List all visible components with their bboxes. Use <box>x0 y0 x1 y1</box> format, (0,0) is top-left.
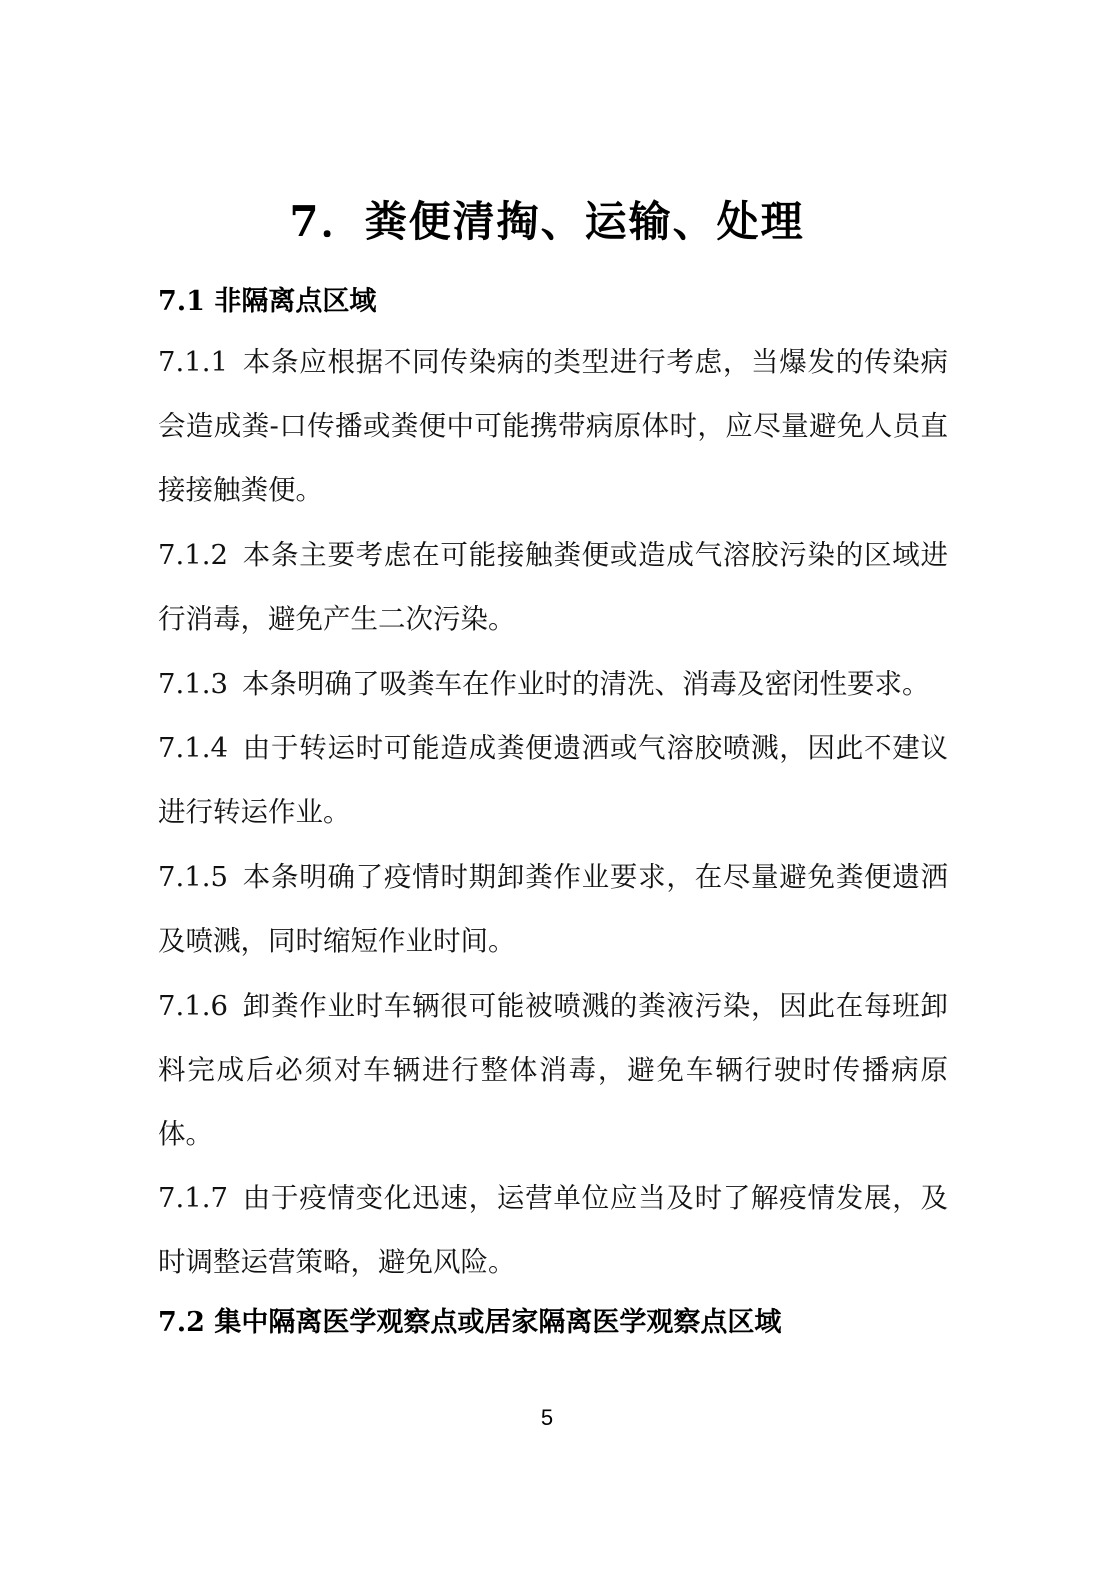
clause-text: 本条应根据不同传染病的类型进行考虑，当爆发的传染病会造成粪-口传播或粪便中可能携带病原体时，应尽量避免人员直接接触粪便。 <box>158 346 948 506</box>
clause-number: 7.1.4 <box>158 732 228 764</box>
clause-7-1-6 <box>158 974 948 1166</box>
page-number: 5 <box>540 1405 554 1430</box>
clause-number: 7.1.2 <box>158 539 228 571</box>
clause-text: 本条明确了吸粪车在作业时的清洗、消毒及密闭性要求。 <box>241 668 930 700</box>
clause-7-1-2 <box>158 523 948 651</box>
clause-text: 本条主要考虑在可能接触粪便或造成气溶胶污染的区域进行消毒，避免产生二次污染。 <box>158 539 948 635</box>
clause-number: 7.1.6 <box>158 990 228 1022</box>
clause-number: 7.1.3 <box>158 668 228 700</box>
clause-number: 7.1.5 <box>158 861 228 893</box>
clause-7-1-4 <box>158 716 948 844</box>
clause-text: 本条明确了疫情时期卸粪作业要求，在尽量避免粪便遗洒及喷溅，同时缩短作业时间。 <box>158 861 948 957</box>
clause-7-1-3 <box>158 652 948 716</box>
section-heading-7-1: 7.1 非隔离点区域 <box>158 286 377 317</box>
clause-number: 7.1.1 <box>158 346 228 378</box>
chapter-title: 7．粪便清掏、运输、处理 <box>289 197 805 246</box>
clause-text: 由于疫情变化迅速，运营单位应当及时了解疫情发展，及时调整运营策略，避免风险。 <box>158 1182 948 1278</box>
clause-text: 由于转运时可能造成粪便遗洒或气溶胶喷溅，因此不建议进行转运作业。 <box>158 732 948 828</box>
clause-text: 卸粪作业时车辆很可能被喷溅的粪液污染，因此在每班卸料完成后必须对车辆进行整体消毒，避免车辆行驶时传播病原体。 <box>158 990 948 1150</box>
clause-7-1-5 <box>158 845 948 973</box>
clause-number: 7.1.7 <box>158 1182 228 1214</box>
clause-7-1-7 <box>158 1166 948 1294</box>
section-heading-7-2: 7.2 集中隔离医学观察点或居家隔离医学观察点区域 <box>158 1307 782 1338</box>
clause-7-1-1 <box>158 330 948 522</box>
